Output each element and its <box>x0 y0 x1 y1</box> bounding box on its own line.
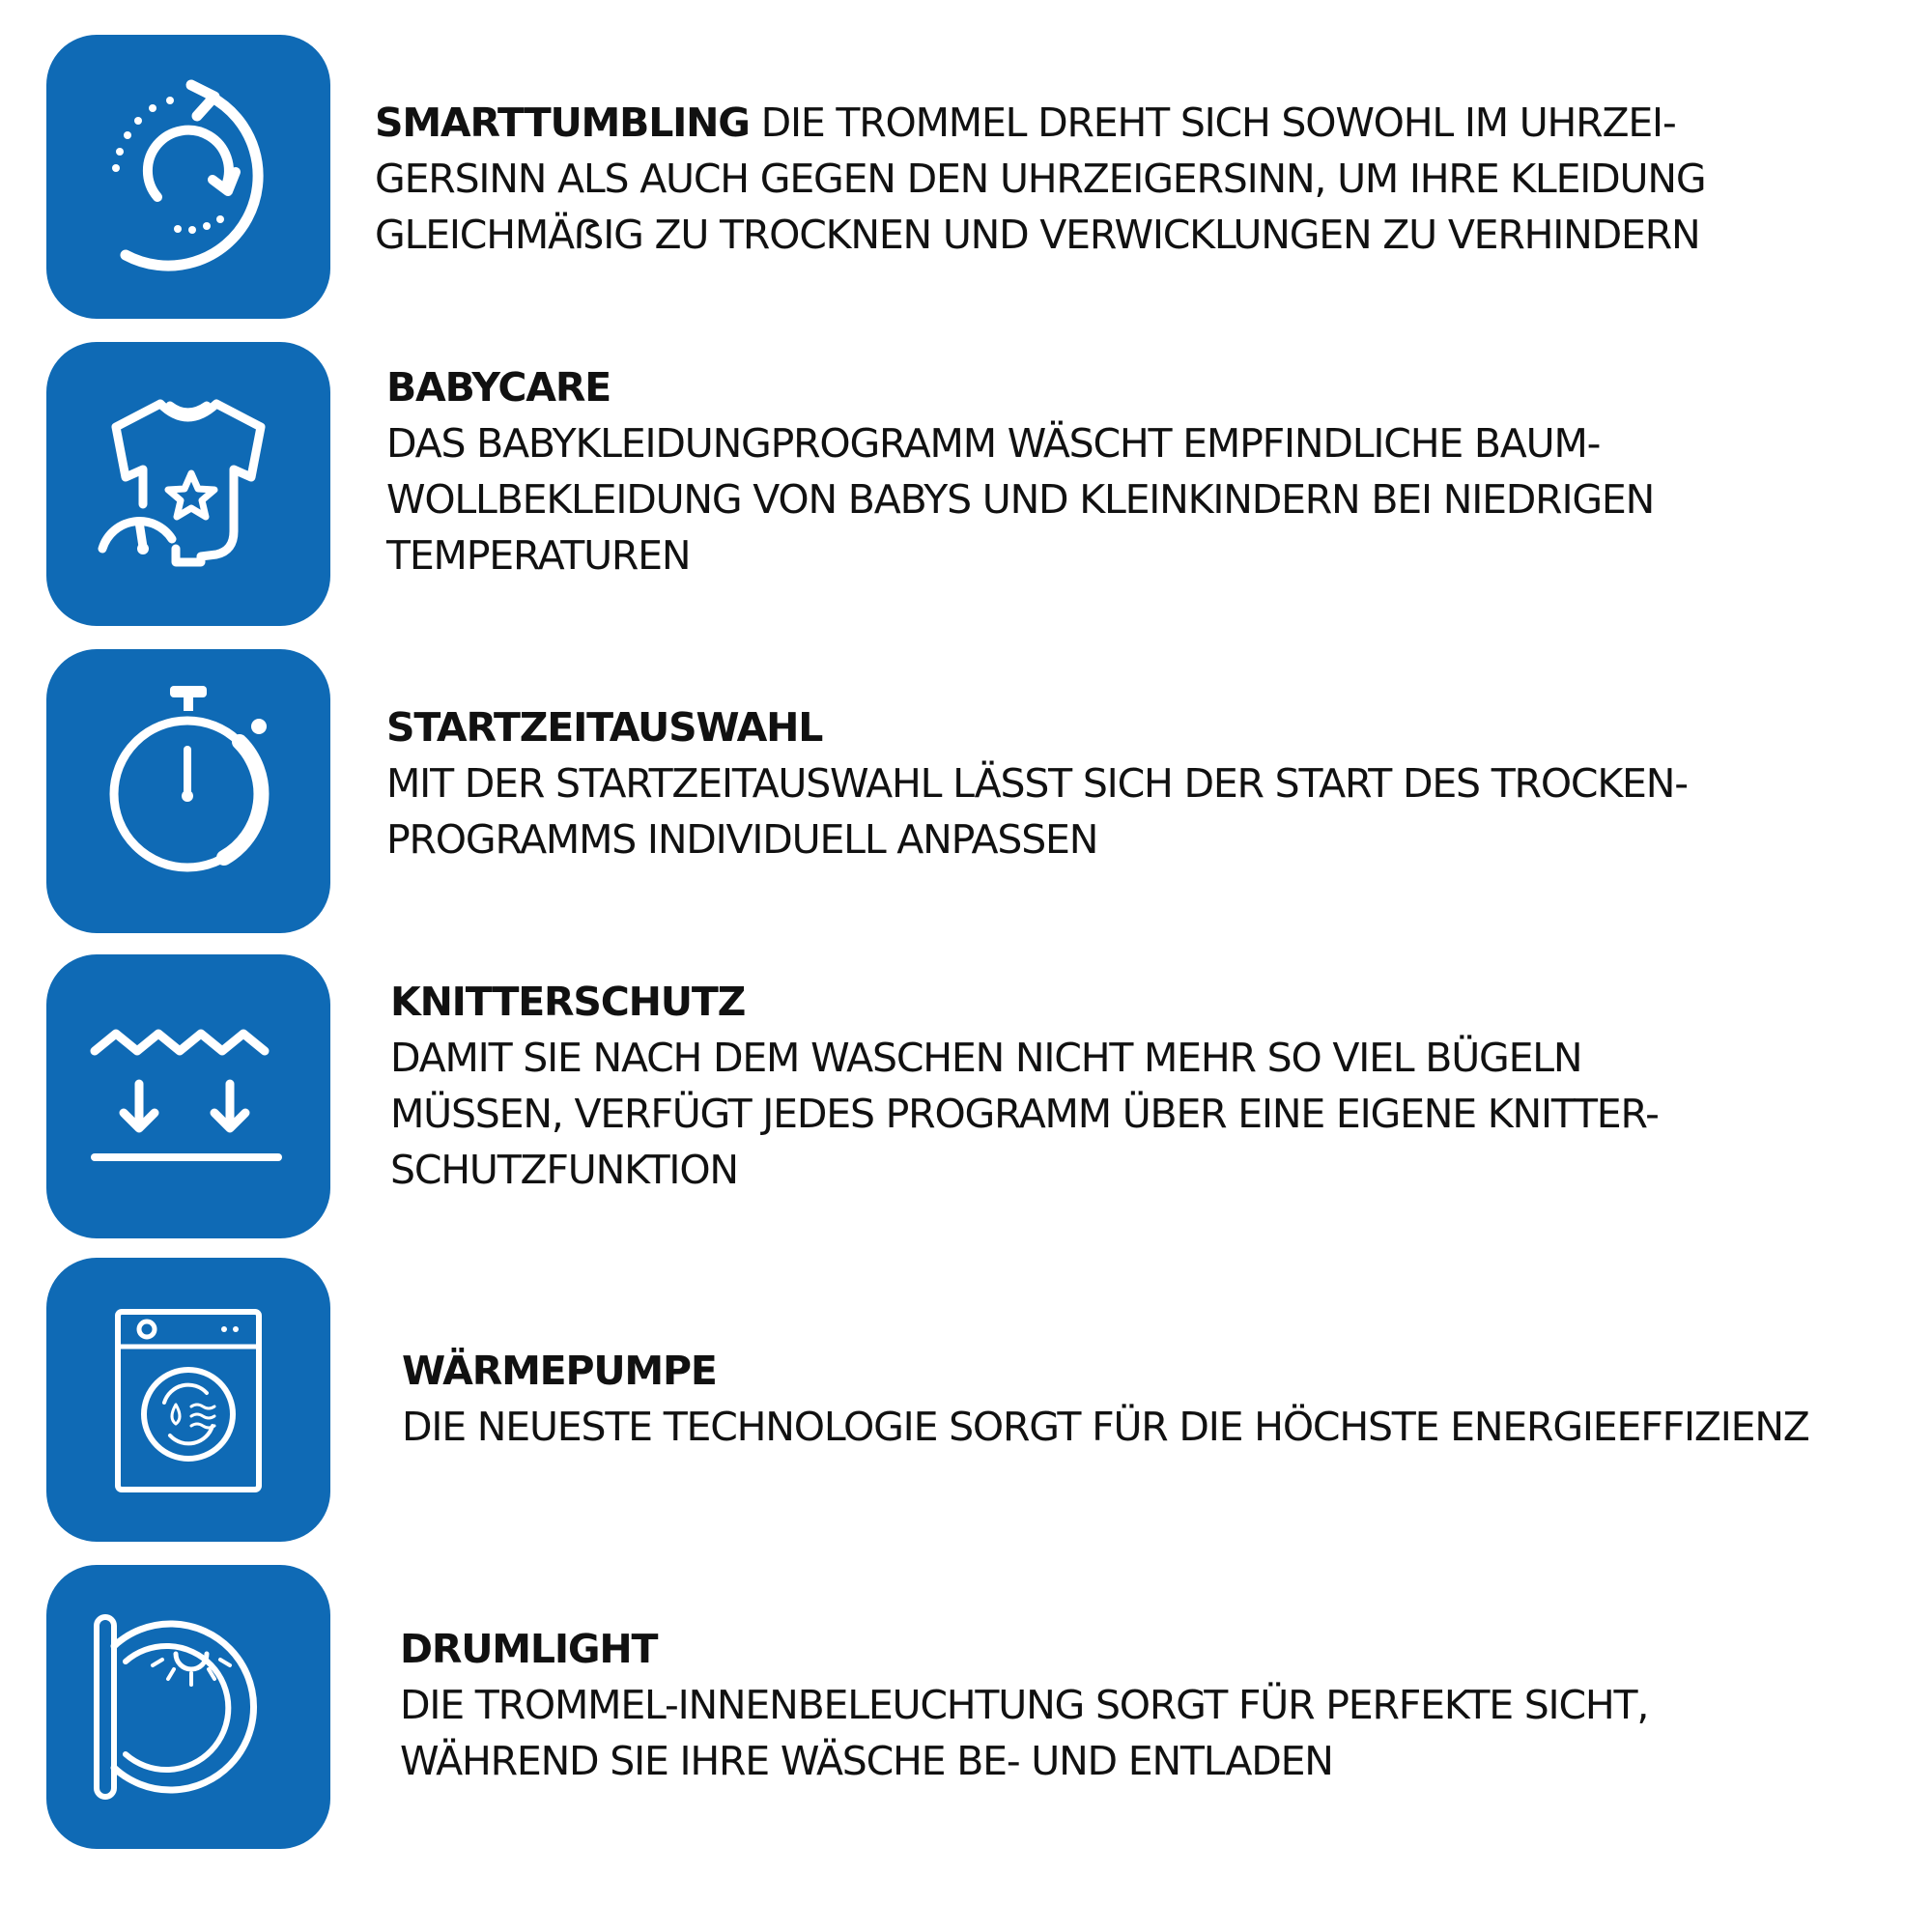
feature-smarttumbling <box>0 35 1932 325</box>
feature-title: DRUMLIGHT <box>400 1626 658 1672</box>
feature-description-line: MIT DER STARTZEITAUSWAHL LÄSST SICH DER START DES TROCKEN- <box>386 760 1688 807</box>
feature-icon-tile <box>46 1258 330 1542</box>
feature-description-line: WÄHREND SIE IHRE WÄSCHE BE- UND ENTLADEN <box>400 1738 1333 1784</box>
feature-text <box>402 1343 1932 1455</box>
feature-description-line: DIE TROMMEL-INNENBELEUCHTUNG SORGT FÜR PERFEKTE SICHT, <box>400 1682 1649 1728</box>
feature-first-line <box>375 95 1920 151</box>
feature-description-line: GLEICHMÄẞIG ZU TROCKNEN UND VERWICKLUNGEN ZU VERHINDERN <box>375 212 1700 258</box>
baby-bodysuit-star-icon <box>46 342 330 626</box>
anti-crease-arrows-icon <box>46 954 330 1238</box>
feature-description-line: TEMPERATUREN <box>386 532 691 579</box>
feature-icon-tile <box>46 954 330 1238</box>
feature-text <box>386 359 1932 583</box>
rotating-drum-arrows-icon <box>46 35 330 319</box>
feature-description-line: DIE TROMMEL DREHT SICH SOWOHL IM UHRZEI- <box>760 99 1676 146</box>
feature-icon-tile <box>46 1565 330 1849</box>
heat-pump-dryer-icon <box>46 1258 330 1542</box>
feature-title: SMARTTUMBLING <box>375 99 750 146</box>
feature-title: STARTZEITAUSWAHL <box>386 704 823 751</box>
drum-light-icon <box>46 1565 330 1849</box>
feature-description-line: WOLLBEKLEIDUNG VON BABYS UND KLEINKINDERN BEI NIEDRIGEN <box>386 476 1655 523</box>
feature-icon-tile <box>46 649 330 933</box>
feature-description-line: MÜSSEN, VERFÜGT JEDES PROGRAMM ÜBER EINE EIGENE KNITTER- <box>390 1091 1659 1137</box>
feature-text <box>375 95 1920 263</box>
feature-waermepumpe <box>0 1258 1932 1548</box>
feature-knitterschutz <box>0 954 1932 1244</box>
feature-description-line: GERSINN ALS AUCH GEGEN DEN UHRZEIGERSINN, UM IHRE KLEIDUNG <box>375 156 1706 202</box>
feature-drumlight <box>0 1565 1932 1855</box>
feature-description-line: DIE NEUESTE TECHNOLOGIE SORGT FÜR DIE HÖCHSTE ENERGIEEFFIZIENZ <box>402 1404 1809 1450</box>
feature-description-line: PROGRAMMS INDIVIDUELL ANPASSEN <box>386 816 1098 863</box>
stopwatch-icon <box>46 649 330 933</box>
feature-icon-tile <box>46 35 330 319</box>
feature-description-line: SCHUTZFUNKTION <box>390 1147 738 1193</box>
feature-title: BABYCARE <box>386 364 611 411</box>
feature-title: KNITTERSCHUTZ <box>390 979 746 1025</box>
feature-description-line: DAMIT SIE NACH DEM WASCHEN NICHT MEHR SO VIEL BÜGELN <box>390 1035 1582 1081</box>
feature-text <box>390 974 1932 1198</box>
feature-text <box>386 699 1932 867</box>
feature-startzeitauswahl <box>0 649 1932 939</box>
feature-text <box>400 1621 1932 1789</box>
feature-icon-tile <box>46 342 330 626</box>
feature-title: WÄRMEPUMPE <box>402 1348 717 1394</box>
feature-description-line: DAS BABYKLEIDUNGPROGRAMM WÄSCHT EMPFINDLICHE BAUM- <box>386 420 1601 467</box>
feature-babycare <box>0 342 1932 632</box>
